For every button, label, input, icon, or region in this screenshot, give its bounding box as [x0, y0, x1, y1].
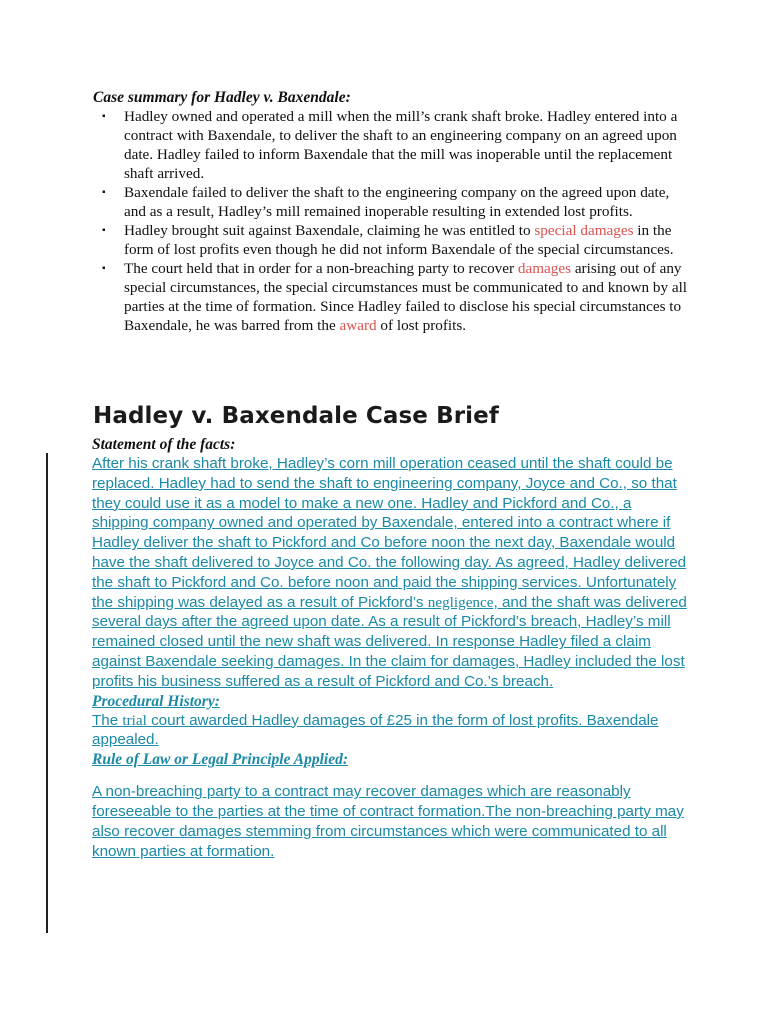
summary-bullet-list [93, 107, 693, 335]
negligence-link[interactable]: negligence [427, 593, 494, 611]
procedural-history-label[interactable]: Procedural History: [92, 692, 220, 710]
case-brief-body [92, 435, 692, 861]
facts-label: Statement of the facts: [92, 436, 236, 453]
square-bullet-icon: ▪ [102, 111, 106, 122]
facts-link[interactable] [92, 454, 692, 692]
procedural-text: The [92, 711, 123, 729]
bullet-text: arising out of any special circumstances, the special circumstances must be communicated to and known by all parties at the time of formation. Since Hadley failed to disclose his special circumstances to Baxendale, he was barred from the [124, 260, 688, 334]
procedural-text: court awarded Hadley damages of £25 in the form of lost profits. Baxendale appealed. [92, 711, 659, 749]
case-summary-title: Case summary for Hadley v. Baxendale: [93, 89, 351, 106]
damages-link[interactable]: damages [517, 260, 572, 277]
bullet-text: of lost profits. [376, 317, 467, 334]
bullet-text: The court held that in order for a non-breaching party to recover [124, 260, 518, 277]
procedural-history-link[interactable] [92, 711, 692, 751]
summary-bullet [93, 183, 693, 221]
bullet-text: Hadley brought suit against Baxendale, claiming he was entitled to [124, 222, 535, 239]
facts-text: After his crank shaft broke, Hadley’s corn mill operation ceased until the shaft could be replaced. Hadley had to send the shaft to engineering company, Joyce and Co., so that they could use it as a model to make a new one. Hadley and Pickford and Co., a shipping company owned and operated by Baxendale, entered into a contract where if Hadley deliver the shaft to Pickford and Co before noon the next day, Baxendale would have the shaft delivered to Joyce and Co. the following day. As agreed, Hadley delivered the shaft to Pickford and Co. before noon and paid the shipping services. Unfortunately the shipping was delayed as a result of Pickford’s [92, 455, 687, 611]
summary-bullet [93, 107, 693, 183]
summary-bullet [93, 259, 693, 335]
bullet-text: Baxendale failed to deliver the shaft to the engineering company on the agreed upon date, and as a result, Hadley’s mill remained inoperable resulting in extended lost profits. [124, 184, 670, 220]
square-bullet-icon: ▪ [102, 225, 106, 236]
square-bullet-icon: ▪ [102, 187, 106, 198]
award-link[interactable]: award [339, 317, 377, 334]
rule-of-law-label[interactable]: Rule of Law or Legal Principle Applied: [92, 751, 349, 769]
facts-text: , and the shaft was delivered several days after the agreed upon date. As a result of Pickford’s breach, Hadley’s mill remained closed until the new shaft was delivered. In response Hadley filed a claim against Baxendale seeking damages. In the claim for damages, Hadley included the lost profits his business suffered as a result of Pickford and Co.’s breach. [92, 593, 687, 690]
case-brief-heading: Hadley v. Baxendale Case Brief [93, 403, 499, 429]
trial-link[interactable]: trial [122, 711, 147, 729]
square-bullet-icon: ▪ [102, 263, 106, 274]
rule-of-law-link[interactable]: A non-breaching party to a contract may recover damages which are reasonably foreseeable to the parties at the time of contract formation.The non-breaching party may also recover damages stemming from circumstances which were communicated to all known parties at formation. [92, 783, 684, 860]
case-summary [93, 88, 693, 335]
bullet-text: in the form of lost profits even though he did not inform Baxendale of the special circumstances. [124, 222, 674, 258]
special-damages-link[interactable]: special damages [534, 222, 634, 239]
revision-margin-bar [46, 453, 48, 933]
summary-bullet [93, 221, 693, 259]
bullet-text: Hadley owned and operated a mill when the mill’s crank shaft broke. Hadley entered into a contract with Baxendale, to deliver the shaft to an engineering company on an agreed upon date. Hadley failed to inform Baxendale that the mill was inoperable until the replacement shaft arrived. [124, 108, 678, 182]
